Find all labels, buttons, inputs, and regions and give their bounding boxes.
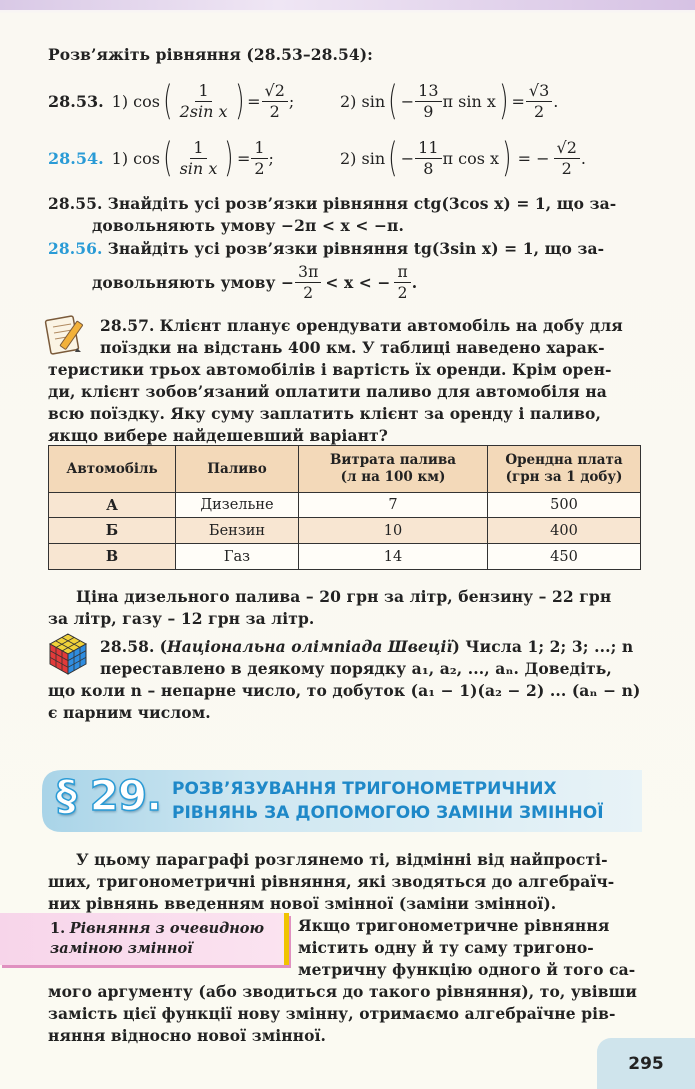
problem-28-54-b <box>340 133 586 183</box>
table-row <box>49 518 641 544</box>
problem-text: поїздки на відстань 400 км. У таблиці наведено харак- <box>100 338 605 357</box>
punct: . <box>580 148 587 168</box>
fraction: $\frac{√3}{2}$ <box>526 81 552 122</box>
table-row <box>49 544 641 570</box>
problem-28-53 <box>48 76 294 126</box>
fraction: $\frac{1}{2}$ <box>251 138 267 179</box>
fraction: $\frac{13}{9}$ <box>415 81 441 122</box>
table-cell: 10 <box>299 518 488 544</box>
table-row <box>49 493 641 518</box>
problem-text: Знайдіть усі розв’язки рівняння tg(3sin x) = 1, що за- <box>107 239 605 258</box>
text-line: ших, тригонометричні рівняння, які зводяться до алгебраїч- <box>48 872 615 891</box>
table-cell: А <box>49 493 176 518</box>
text-line: замість цієї функції нову змінну, отримаємо алгебраїчне рів- <box>48 1004 616 1023</box>
problem-28-57 <box>48 315 648 447</box>
equals: = − <box>517 148 550 168</box>
paren-open: ( <box>388 135 398 181</box>
eq-label: 1) cos <box>111 148 160 168</box>
punct: . <box>553 91 559 111</box>
equals: = <box>236 148 251 168</box>
intro-text: Розв’яжіть рівняння (28.53–28.54): <box>48 45 374 64</box>
table-cell: 7 <box>299 493 488 518</box>
tail: π sin x <box>442 91 496 111</box>
tail: π cos x <box>442 148 500 168</box>
intro-paragraph <box>48 849 648 915</box>
fraction: $\frac{\pi}{2}$ <box>394 262 410 303</box>
text-line: метричну функцію одного й того са- <box>298 960 636 979</box>
table-cell: Дизельне <box>176 493 299 518</box>
minus: − <box>400 148 415 168</box>
problem-text: довольняють умову − <box>92 273 295 292</box>
subsection-title: заміною змінної <box>50 940 193 957</box>
section-number: § 29. <box>56 771 162 820</box>
text-line: містить одну й ту саму тригоно- <box>298 938 594 957</box>
fuel-price-text <box>48 586 648 630</box>
table-cell: Газ <box>176 544 299 570</box>
text-line: Якщо тригонометричне рівняння <box>298 916 610 935</box>
table-cell: Бензин <box>176 518 299 544</box>
fraction: $\frac{1}{\text{sin x}}$ <box>179 137 218 178</box>
problem-28-56 <box>48 238 648 303</box>
text-line: них рівнянь введенням нової змінної (заміни змінної). <box>48 894 557 913</box>
fraction: $\frac{√2}{2}$ <box>554 138 580 179</box>
eq-label: 1) cos <box>111 91 160 111</box>
problem-number: 28.58. <box>100 637 155 656</box>
problem-text: ди, клієнт зобов’язаний оплатити паливо для автомобіля на <box>48 382 607 401</box>
table-header-cell: Паливо <box>176 446 299 493</box>
problem-number: 28.56. <box>48 239 103 258</box>
paren-open: ( <box>163 135 173 181</box>
punct: ; <box>288 91 295 111</box>
fraction: $\frac{11}{8}$ <box>415 138 441 179</box>
eq-label: 2) sin <box>340 91 386 111</box>
subsection-number: 1. <box>50 920 66 937</box>
paren-close: ) <box>498 78 509 124</box>
equals: = <box>511 91 525 111</box>
fraction: $\frac{3\pi}{2}$ <box>295 262 321 303</box>
text-line: Ціна дизельного палива – 20 грн за літр, бензину – 22 грн <box>76 587 612 606</box>
minus: − <box>400 91 415 111</box>
problem-number: 28.55. <box>48 194 103 213</box>
section-title: РОЗВ’ЯЗУВАННЯ ТРИГОНОМЕТРИЧНИХ РІВНЯНЬ ЗА ДОПОМОГОЮ ЗАМІНИ ЗМІННОЇ <box>172 779 604 823</box>
equals: = <box>247 91 261 111</box>
punct: ; <box>268 148 274 168</box>
paren-close: ) <box>224 135 234 181</box>
problem-text: < x < − <box>325 273 391 292</box>
section-header <box>42 768 642 834</box>
problem-text: всю поїздку. Яку суму заплатить клієнт за оренду і паливо, <box>48 404 601 423</box>
problem-text: якщо вибере найдешевший варіант? <box>48 426 388 445</box>
problem-28-53-b <box>340 76 558 126</box>
problem-text: є парним числом. <box>48 703 211 722</box>
table-cell: 500 <box>488 493 641 518</box>
text-line: У цьому параграфі розглянемо ті, відмінні від найпрості- <box>76 850 608 869</box>
table-cell: 400 <box>488 518 641 544</box>
problem-text: Клієнт планує орендувати автомобіль на добу для <box>159 316 623 335</box>
text-line: няння відносно нової змінної. <box>48 1026 327 1045</box>
punct: . <box>411 273 418 292</box>
paren-close: ) <box>234 78 245 124</box>
table-header-cell: Орендна плата (грн за 1 добу) <box>488 446 641 493</box>
table-header-cell: Витрата палива (л на 100 км) <box>299 446 488 493</box>
car-rental-table <box>48 445 641 570</box>
problem-28-55 <box>48 193 648 237</box>
paren-open: ( <box>163 78 173 124</box>
table-cell: Б <box>49 518 176 544</box>
eq-label: 2) sin <box>340 148 386 168</box>
fraction: $\frac{1}{\text{2sin x}}$ <box>179 80 228 121</box>
table-cell: 450 <box>488 544 641 570</box>
paren-close: ) <box>502 135 512 181</box>
table-cell: 14 <box>299 544 488 570</box>
problem-text: переставлено в деякому порядку a₁, a₂, ..., aₙ. Доведіть, <box>100 659 612 678</box>
problem-28-54 <box>48 133 274 183</box>
problem-text: довольняють умову −2π < x < −π. <box>92 216 404 235</box>
table-cell: В <box>49 544 176 570</box>
subsection-title: Рівняння з очевидною <box>69 920 264 937</box>
problem-28-58: 28.58. (Національна олімпіада Швеції) Числа 1; 2; 3; ...; n переставлено в деякому порядку a₁, a₂, ..., aₙ. Доведіть, що коли n – непарне число, то добуток (a₁ − 1)(a₂ − 2) ... (aₙ − n) є парним числом. <box>48 637 641 722</box>
paren-open: ( <box>388 78 398 124</box>
table-header-row <box>49 446 641 493</box>
fraction: $\frac{√2}{2}$ <box>262 81 288 122</box>
problem-number: 28.54. <box>48 148 104 168</box>
problem-text: що коли n – непарне число, то добуток (a₁ − 1)(a₂ − 2) ... (aₙ − n) <box>48 681 641 700</box>
page-number: 295 <box>597 1038 695 1089</box>
problem-number: 28.57. <box>100 316 155 335</box>
text-line: мого аргументу (або зводиться до такого рівняння), то, увівши <box>48 982 637 1001</box>
problem-number: 28.53. <box>48 91 104 111</box>
top-decor-bar <box>0 0 695 10</box>
table-header-cell: Автомобіль <box>49 446 176 493</box>
subsection-paragraph <box>48 915 648 1047</box>
problem-text: теристики трьох автомобілів і вартість їх оренди. Крім орен- <box>48 360 612 379</box>
text-line: за літр, газу – 12 грн за літр. <box>48 609 315 628</box>
olympiad-name: Національна олімпіада Швеції <box>167 637 453 656</box>
problem-text: Знайдіть усі розв’язки рівняння ctg(3cos x) = 1, що за- <box>107 194 617 213</box>
